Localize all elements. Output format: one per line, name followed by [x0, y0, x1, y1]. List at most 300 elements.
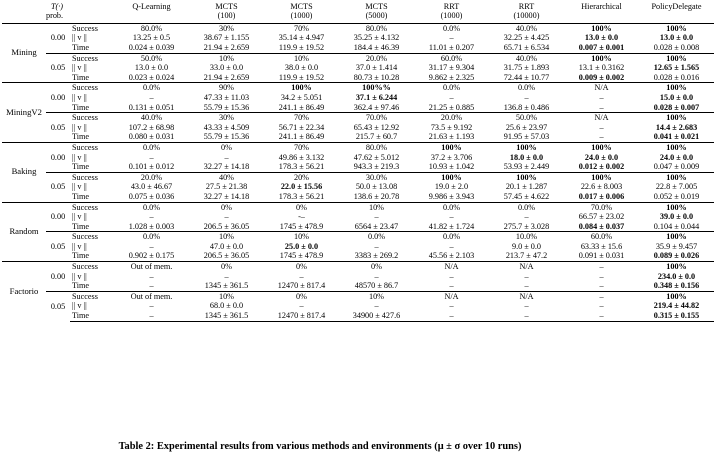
result-cell: 40.0%	[489, 23, 564, 33]
result-cell: 119.9 ± 19.52	[278, 72, 325, 82]
result-cell: -–	[298, 212, 305, 222]
result-cell: 0.089 ± 0.026	[653, 251, 700, 261]
result-cell: –	[599, 92, 604, 102]
result-cell: 10%	[339, 202, 414, 212]
result-cell: 0%	[189, 262, 264, 272]
transition-prob-value: 0.00	[46, 202, 70, 232]
result-cell: 0.075 ± 0.036	[128, 191, 175, 201]
result-cell: 234.0 ± 0.0	[657, 271, 696, 281]
result-cell: 24.0 ± 0.0	[659, 152, 694, 162]
transition-prob-value: 0.00	[46, 83, 70, 113]
result-cell: –	[524, 281, 529, 291]
result-cell: –	[374, 241, 379, 251]
result-cell: 215.7 ± 60.7	[355, 132, 398, 142]
result-cell: 0.315 ± 0.155	[639, 311, 714, 321]
metric-label: || v ||	[72, 182, 87, 192]
result-cell: 20.1 ± 1.287	[505, 182, 548, 192]
metric-label: || v ||	[72, 241, 87, 251]
header-t-symbol: T(·)	[50, 2, 63, 11]
metric-label: Success	[70, 202, 114, 212]
result-cell: 100%%	[339, 83, 414, 93]
result-cell: 943.3 ± 219.3	[353, 162, 400, 172]
result-cell: 100%	[639, 23, 714, 33]
result-cell: 0%	[339, 262, 414, 272]
result-cell: 213.7 ± 47.2	[505, 251, 548, 261]
result-cell: –	[149, 241, 154, 251]
column-header-line2	[640, 12, 713, 21]
result-cell: 13.0 ± 0.0	[134, 63, 169, 73]
result-cell: 65.71 ± 6.534	[503, 43, 550, 52]
result-cell: 13.1 ± 0.3162	[578, 63, 625, 73]
result-cell: 50.0 ± 13.08	[355, 182, 398, 192]
result-cell: 66.57 ± 23.02	[578, 212, 625, 222]
result-cell: 25.6 ± 23.97	[505, 122, 548, 132]
result-cell: 0%	[264, 291, 339, 301]
result-cell: 100%	[639, 202, 714, 212]
table-row	[2, 272, 714, 282]
table-row	[2, 142, 714, 152]
metric-label: Time	[72, 43, 89, 52]
result-cell: 178.3 ± 56.21	[278, 162, 325, 172]
transition-prob-value: 0.05	[46, 113, 70, 143]
metric-label: || v ||	[72, 122, 87, 132]
result-cell: 0.007 ± 0.001	[578, 43, 625, 52]
table-row	[2, 83, 714, 93]
result-cell: –	[299, 271, 304, 281]
result-cell: 14.4 ± 2.683	[655, 122, 698, 132]
result-cell: 47.0 ± 0.0	[209, 241, 244, 251]
result-cell: –	[449, 271, 454, 281]
result-cell: 10%	[189, 291, 264, 301]
metric-label: || v ||	[72, 63, 87, 73]
result-cell: –	[114, 311, 189, 321]
table-row	[2, 33, 714, 43]
result-cell: 12470 ± 817.4	[264, 311, 339, 321]
result-cell: 63.33 ± 15.6	[580, 241, 623, 251]
result-cell: –	[599, 271, 604, 281]
result-cell: –	[224, 271, 229, 281]
result-cell: 0.0%	[114, 83, 189, 93]
result-cell: 0.047 ± 0.009	[653, 162, 700, 172]
result-cell: 20.0%	[414, 113, 489, 123]
result-cell: 43.0 ± 46.67	[130, 182, 173, 192]
column-header	[189, 2, 264, 23]
result-cell: 13.0 ± 0.0	[659, 33, 694, 43]
result-cell: 0.091 ± 0.031	[578, 251, 625, 261]
result-cell: 0.0%	[489, 83, 564, 93]
result-cell: 21.63 ± 1.193	[428, 132, 475, 142]
result-cell: 60.0%	[564, 232, 639, 242]
result-cell: 241.1 ± 86.49	[278, 132, 325, 142]
result-cell: –	[449, 33, 454, 43]
metric-label: || v ||	[72, 212, 87, 222]
result-cell: 0.041 ± 0.021	[653, 132, 700, 142]
result-cell: –	[149, 281, 154, 291]
result-cell: –	[149, 212, 154, 222]
column-header	[114, 2, 189, 23]
result-cell: –	[414, 311, 489, 321]
result-cell: –	[449, 301, 454, 311]
transition-prob-value: 0.00	[46, 262, 70, 292]
result-cell: 27.5 ± 21.38	[205, 182, 248, 192]
result-cell: –	[599, 102, 604, 112]
result-cell: 37.0 ± 1.414	[355, 63, 398, 73]
result-cell: 0%	[264, 262, 339, 272]
result-cell: –	[524, 301, 529, 311]
result-cell: 0.0%	[339, 232, 414, 242]
metric-label: Success	[70, 142, 114, 152]
column-header	[339, 2, 414, 23]
result-cell: 41.82 ± 1.724	[428, 221, 475, 231]
result-cell: 70%	[264, 142, 339, 152]
result-cell: 9.0 ± 0.0	[511, 241, 542, 251]
result-cell: –	[224, 212, 229, 222]
result-cell: 100%	[564, 142, 639, 152]
result-cell: 6564 ± 23.47	[354, 221, 399, 231]
metric-label: Time	[72, 221, 89, 231]
result-cell: –	[224, 152, 229, 162]
result-cell: 48570 ± 86.7	[354, 281, 399, 291]
result-cell: 22.8 ± 7.005	[655, 182, 698, 192]
metric-label: Success	[70, 113, 114, 123]
transition-prob-value: 0.05	[46, 172, 70, 202]
result-cell: 47.33 ± 11.03	[203, 92, 250, 102]
result-cell: 22.6 ± 8.003	[580, 182, 623, 192]
column-header	[414, 2, 489, 23]
result-cell: 73.5 ± 9.192	[430, 122, 473, 132]
result-cell: 0.0%	[414, 83, 489, 93]
result-cell: 18.0 ± 0.0	[509, 152, 544, 162]
result-cell: 30.0%	[339, 172, 414, 182]
table-row	[2, 182, 714, 192]
result-cell: 10%	[264, 53, 339, 63]
metric-label: || v ||	[72, 152, 87, 162]
result-cell: 49.86 ± 3.132	[278, 152, 325, 162]
result-cell: 100%	[564, 172, 639, 182]
metric-label: Success	[70, 291, 114, 301]
result-cell: 0.0%	[489, 202, 564, 212]
result-cell: 100%	[414, 172, 489, 182]
result-cell: 20.0%	[339, 53, 414, 63]
transition-prob-value: 0.05	[46, 291, 70, 321]
environment-name: Random	[2, 202, 46, 262]
column-header-line1: MCTS	[290, 2, 313, 11]
result-cell: 3383 ± 269.2	[354, 251, 399, 261]
result-cell: 1345 ± 361.5	[204, 281, 249, 291]
result-cell: 15.0 ± 0.0	[659, 92, 694, 102]
result-cell: 70%	[264, 23, 339, 33]
result-cell: 56.71 ± 22.34	[278, 122, 325, 132]
result-cell: 37.1 ± 6.244	[355, 92, 398, 102]
result-cell: –	[149, 92, 154, 102]
result-cell: –	[299, 301, 304, 311]
result-cell: 0.104 ± 0.044	[653, 221, 700, 231]
metric-label: Time	[72, 72, 89, 82]
result-cell: 0.080 ± 0.031	[128, 132, 175, 142]
result-cell: 100%	[639, 172, 714, 182]
table-body	[2, 23, 714, 321]
result-cell: 1.028 ± 0.003	[128, 221, 175, 231]
result-cell: 31.17 ± 9.304	[428, 63, 475, 73]
result-cell: 30%	[189, 23, 264, 33]
column-header-line2	[565, 12, 638, 21]
header-row	[2, 2, 714, 23]
result-cell: 100%	[564, 53, 639, 63]
environment-name: Factorio	[2, 262, 46, 322]
result-cell: 35.25 ± 4.132	[353, 33, 400, 43]
environment-name: MiningV2	[2, 83, 46, 143]
result-cell: 80.0%	[339, 23, 414, 33]
column-header-line2: (10000)	[513, 11, 540, 21]
result-cell: 0.023 ± 0.024	[128, 72, 175, 82]
table-row	[2, 202, 714, 212]
result-cell: 100%	[639, 232, 714, 242]
result-cell: 100%	[639, 291, 714, 301]
result-cell: 0.028 ± 0.008	[653, 43, 700, 52]
table-row	[2, 23, 714, 33]
result-cell: –	[524, 92, 529, 102]
result-cell: 0.012 ± 0.002	[578, 162, 625, 172]
column-header-line1: RRT	[518, 2, 535, 11]
result-cell: 0.017 ± 0.006	[578, 191, 625, 201]
result-cell: 60.0%	[414, 53, 489, 63]
result-cell: N/A	[564, 113, 639, 123]
result-cell: 10.93 ± 1.042	[428, 162, 475, 172]
table-row	[2, 281, 714, 291]
result-cell: 19.0 ± 2.0	[434, 182, 469, 192]
result-cell: 80.73 ± 10.28	[353, 72, 400, 82]
result-cell: 47.62 ± 5.012	[353, 152, 400, 162]
header-t-prob	[46, 2, 70, 23]
result-cell: 0%	[189, 202, 264, 212]
result-cell: –	[524, 271, 529, 281]
result-cell: –	[449, 241, 454, 251]
table-row	[2, 311, 714, 321]
result-cell: 10%	[339, 291, 414, 301]
result-cell: 25.0 ± 0.0	[284, 241, 319, 251]
column-header-line1: MCTS	[215, 2, 238, 11]
transition-prob-value: 0.05	[46, 53, 70, 83]
metric-label: || v ||	[72, 92, 87, 102]
result-cell: 184.4 ± 46.39	[353, 43, 400, 52]
result-cell: 38.0 ± 0.0	[284, 63, 319, 73]
metric-label: Time	[72, 132, 89, 142]
column-header-line2: (1000)	[440, 11, 463, 21]
result-cell: –	[149, 271, 154, 281]
table-header	[2, 2, 714, 23]
result-cell: 100%	[639, 83, 714, 93]
result-cell: 34.2 ± 5.051	[280, 92, 323, 102]
result-cell: 0.028 ± 0.007	[653, 102, 700, 112]
result-cell: 0%	[189, 142, 264, 152]
result-cell: 219.4 ± 44.82	[653, 301, 700, 311]
result-cell: –	[449, 92, 454, 102]
table-row	[2, 53, 714, 63]
column-header-line2: (5000)	[365, 11, 388, 21]
result-cell: 0.0%	[114, 232, 189, 242]
metric-label: Success	[70, 232, 114, 242]
result-cell: 72.44 ± 10.77	[503, 72, 550, 82]
result-cell: 70.0%	[339, 113, 414, 123]
header-prob-label: prob.	[46, 11, 64, 21]
result-cell: 136.8 ± 0.486	[503, 102, 550, 112]
table-row	[2, 132, 714, 142]
result-cell: N/A	[414, 262, 489, 272]
metric-label: Success	[70, 262, 114, 272]
result-cell: 55.79 ± 15.36	[203, 132, 250, 142]
result-cell: 10%	[189, 53, 264, 63]
result-cell: 0.0%	[414, 23, 489, 33]
result-cell: N/A	[489, 262, 564, 272]
result-cell: 0%	[264, 202, 339, 212]
result-cell: –	[599, 281, 604, 291]
result-cell: –	[599, 132, 604, 142]
table-row	[2, 242, 714, 252]
result-cell: –	[374, 271, 379, 281]
result-cell: –	[374, 301, 379, 311]
result-cell: –	[564, 291, 639, 301]
result-cell: 40.0%	[489, 53, 564, 63]
result-cell: 0.101 ± 0.012	[128, 162, 175, 172]
metric-label: Success	[70, 53, 114, 63]
result-cell: 0.0%	[414, 232, 489, 242]
table-row	[2, 301, 714, 311]
metric-label: Time	[72, 191, 89, 201]
result-cell: 100%	[639, 262, 714, 272]
result-cell: 0.902 ± 0.175	[128, 251, 175, 261]
result-cell: 90%	[189, 83, 264, 93]
result-cell: 107.2 ± 68.98	[128, 122, 175, 132]
result-cell: 68.0 ± 0.0	[209, 301, 244, 311]
metric-label: Time	[72, 251, 89, 261]
result-cell: N/A	[489, 291, 564, 301]
table-row	[2, 251, 714, 261]
metric-label: || v ||	[72, 33, 87, 43]
result-cell: 0.024 ± 0.039	[128, 43, 175, 52]
column-header	[264, 2, 339, 23]
column-header	[564, 2, 639, 23]
metric-label: Time	[72, 281, 89, 291]
result-cell: 21.94 ± 2.659	[203, 72, 250, 82]
result-cell: 0.028 ± 0.016	[653, 72, 700, 82]
table-row	[2, 73, 714, 83]
result-cell: 100%	[264, 83, 339, 93]
result-cell: 241.1 ± 86.49	[278, 102, 325, 112]
result-cell: 0.0%	[414, 202, 489, 212]
result-cell: 0.131 ± 0.051	[128, 102, 175, 112]
results-table	[2, 2, 714, 322]
result-cell: 20.0%	[114, 172, 189, 182]
result-cell: 9.986 ± 3.943	[428, 191, 475, 201]
result-cell: 100%	[489, 142, 564, 152]
result-cell: 100%	[639, 53, 714, 63]
result-cell: 100%	[639, 142, 714, 152]
table-row	[2, 162, 714, 172]
metric-label: Time	[72, 102, 89, 112]
table-row	[2, 103, 714, 113]
result-cell: 22.0 ± 15.56	[280, 182, 323, 192]
metric-label: Time	[70, 311, 114, 321]
metric-label: Time	[72, 162, 89, 172]
result-cell: 0.348 ± 0.156	[653, 281, 700, 291]
table-row	[2, 291, 714, 301]
result-cell: 178.3 ± 56.21	[278, 191, 325, 201]
environment-name: Baking	[2, 142, 46, 202]
result-cell: 1745 ± 478.9	[279, 221, 324, 231]
result-cell: 65.43 ± 12.92	[353, 122, 400, 132]
metric-label: || v ||	[72, 301, 87, 311]
result-cell: 35.14 ± 4.947	[278, 33, 325, 43]
result-cell: 32.27 ± 14.18	[203, 162, 250, 172]
result-cell: –	[599, 301, 604, 311]
result-cell: 80.0%	[339, 142, 414, 152]
result-cell: 50.0%	[114, 53, 189, 63]
result-cell: 21.94 ± 2.659	[203, 43, 250, 52]
column-header-line2: (100)	[217, 11, 236, 21]
transition-prob-value: 0.05	[46, 232, 70, 262]
result-cell: 40.0%	[114, 113, 189, 123]
result-cell: –	[599, 122, 604, 132]
table-row	[2, 262, 714, 272]
header-metric-empty	[70, 2, 114, 23]
result-cell: 100%	[414, 142, 489, 152]
result-cell: 39.0 ± 0.0	[659, 212, 694, 222]
metric-label: || v ||	[72, 271, 87, 281]
result-cell: 1345 ± 361.5	[189, 311, 264, 321]
result-cell: 10%	[264, 232, 339, 242]
result-cell: 138.6 ± 20.78	[353, 191, 400, 201]
result-cell: 9.862 ± 2.325	[428, 72, 475, 82]
result-cell: N/A	[414, 291, 489, 301]
transition-prob-value: 0.00	[46, 142, 70, 172]
result-cell: 12470 ± 817.4	[277, 281, 326, 291]
column-header-line1: RRT	[443, 2, 460, 11]
metric-label: Success	[70, 23, 114, 33]
result-cell: –	[489, 311, 564, 321]
table-row	[2, 93, 714, 103]
result-cell: 100%	[489, 172, 564, 182]
table-row	[2, 222, 714, 232]
result-cell: 43.33 ± 4.509	[203, 122, 250, 132]
result-cell: –	[564, 262, 639, 272]
result-cell: –	[149, 301, 154, 311]
result-cell: 30%	[189, 113, 264, 123]
result-cell: 12.65 ± 1.565	[653, 63, 700, 73]
result-cell: –	[374, 212, 379, 222]
result-cell: –	[564, 311, 639, 321]
result-cell: 13.0 ± 0.0	[584, 33, 619, 43]
result-cell: 21.25 ± 0.885	[428, 102, 475, 112]
result-cell: Out of mem.	[114, 262, 189, 272]
table-row	[2, 63, 714, 73]
column-header-line2	[115, 12, 188, 21]
result-cell: 31.75 ± 1.893	[503, 63, 550, 73]
table-row	[2, 172, 714, 182]
result-cell: 33.0 ± 0.0	[209, 63, 244, 73]
column-header	[489, 2, 564, 23]
result-cell: –	[449, 212, 454, 222]
table-row	[2, 153, 714, 163]
result-cell: 0.0%	[114, 142, 189, 152]
result-cell: 13.25 ± 0.5	[132, 33, 171, 43]
header-empty-cell	[2, 2, 46, 23]
result-cell: 206.5 ± 36.05	[203, 251, 250, 261]
column-header-line2: (1000)	[290, 11, 313, 21]
column-header	[639, 2, 714, 23]
result-cell: 55.79 ± 15.36	[203, 102, 250, 112]
metric-label: Success	[70, 172, 114, 182]
result-cell: 275.7 ± 3.028	[503, 221, 550, 231]
